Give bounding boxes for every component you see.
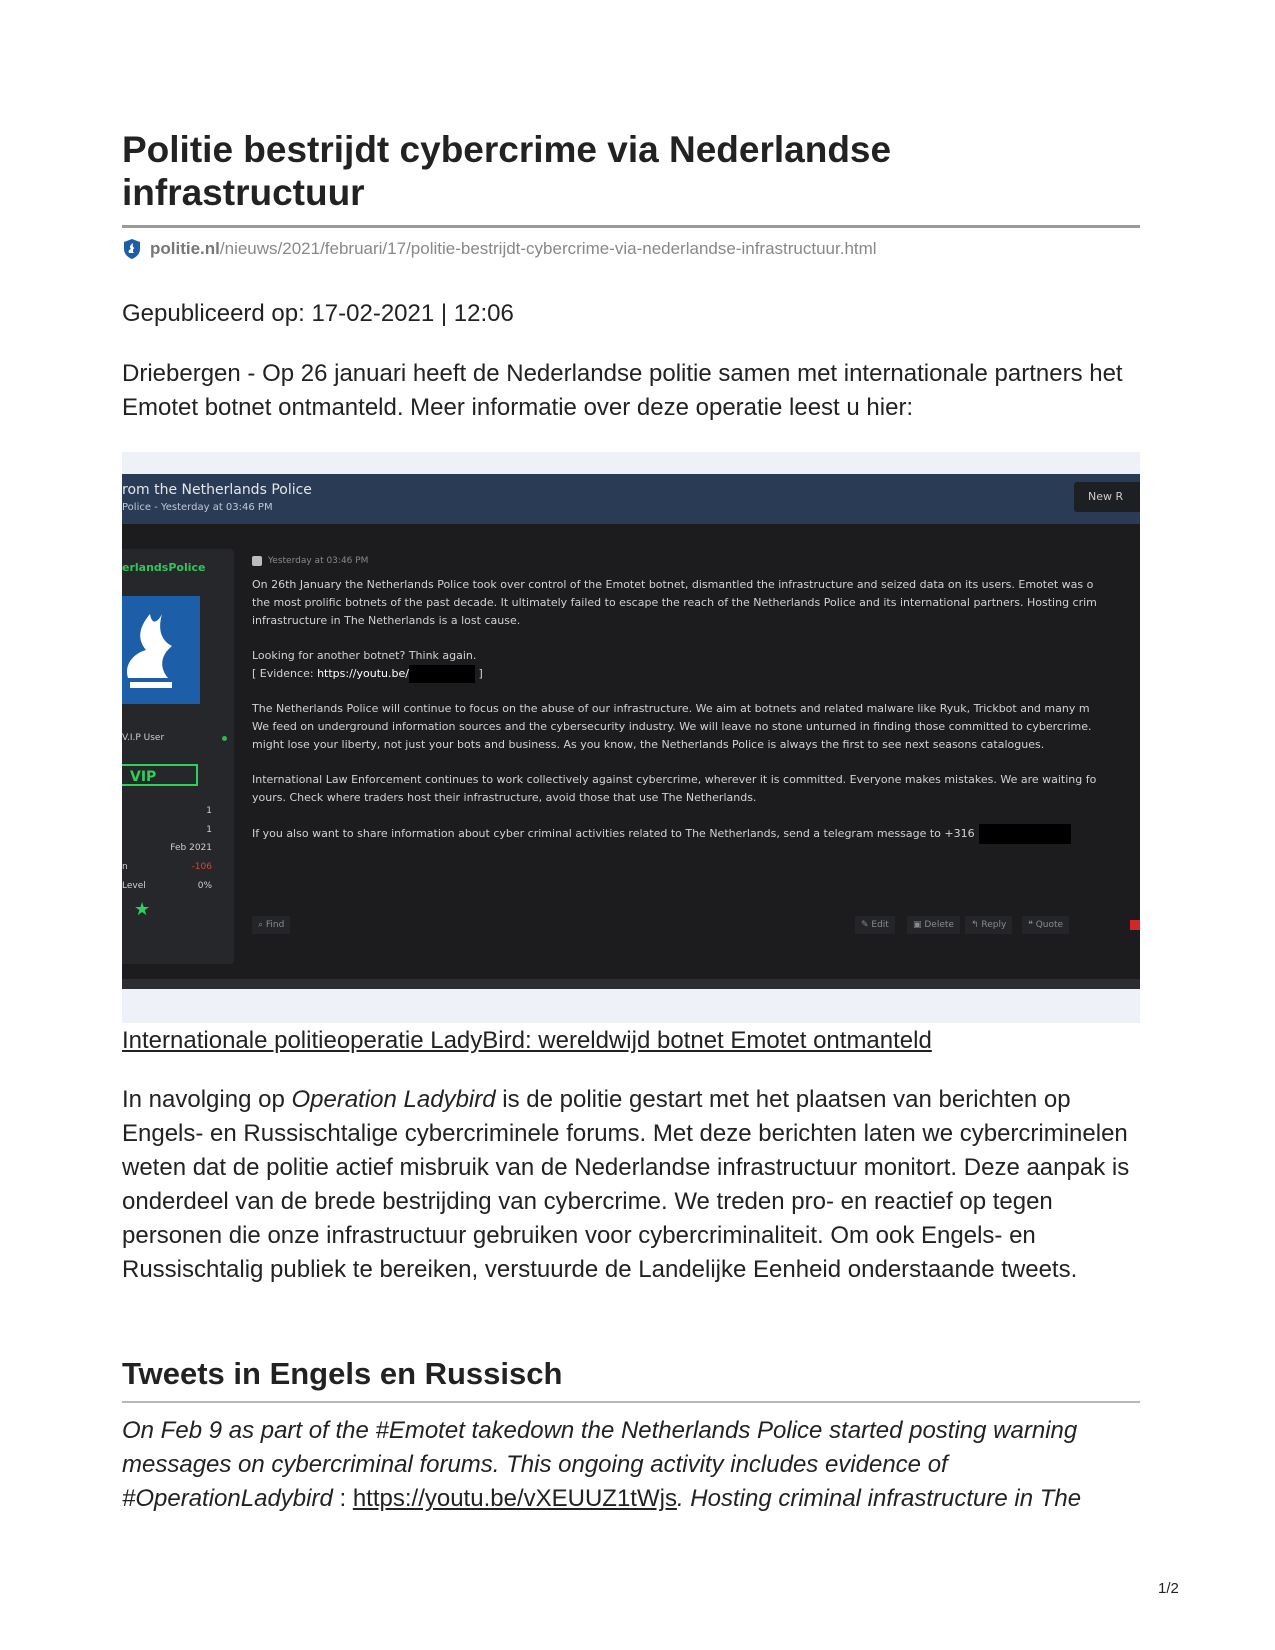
quote-button: ❝ Quote <box>1022 916 1069 934</box>
post-line: infrastructure in The Netherlands is a lost cause. <box>252 614 521 627</box>
stat-label: n <box>122 862 128 872</box>
post-line: ] <box>478 667 483 680</box>
delete-label: Delete <box>924 920 954 930</box>
reply-button: ↰ Reply <box>965 916 1012 934</box>
vip-badge: VIP <box>122 764 198 786</box>
forum-screenshot <box>122 452 1140 1023</box>
post-body <box>252 552 1140 861</box>
tweet-text: . Hosting criminal infrastructure in The <box>676 1485 1082 1512</box>
body-text: In navolging op <box>122 1086 292 1113</box>
quote-label: Quote <box>1035 920 1064 930</box>
shield-icon <box>252 556 262 566</box>
post-meta <box>252 552 1140 570</box>
body-text: is de politie gestart met het plaatsen van berichten op Engels- en Russischtalige cybercriminele forums. Met deze berichten laten we cybercriminelen weten dat de politie actief misbruik van de Nederlandse infrastructuur monitort. Deze aanpak is onderdeel van de brede bestrijding van cybercrime. We treden pro- en reactief op tegen personen die onze infrastructuur gebruiken voor cybercriminaliteit. Om ook Engels- en Russischtalig publiek te bereiken, verstuurde de Landelijke Eenheid onderstaande tweets. <box>122 1086 1130 1283</box>
post-line: [ Evidence: <box>252 667 314 680</box>
delete-button: ▣ Delete <box>907 916 960 934</box>
post-line: We feed on underground information sources and the cybersecurity industry. We will leave no stone unturned in finding those committed to cybercrime. <box>252 720 1092 733</box>
source-url[interactable] <box>122 238 877 260</box>
online-status-dot <box>222 736 227 741</box>
post-line: might lose your liberty, not just your bots and business. As you know, the Netherlands Police is always the first to see next seasons catalogues. <box>252 738 1045 751</box>
post-line: the most prolific botnets of the past decade. It ultimately failed to escape the reach of the Netherlands Police and its international partners. Hosting crim <box>252 596 1097 609</box>
evidence-link: https://youtu.be/ <box>317 667 409 680</box>
post-paragraph <box>252 771 1140 807</box>
stat-value: -106 <box>191 862 212 872</box>
article-title: Politie bestrijdt cybercrime via Nederlandse infrastructuur <box>122 129 892 213</box>
post-paragraph <box>252 576 1140 630</box>
avatar <box>122 596 200 704</box>
tweets-heading: Tweets in Engels en Russisch <box>122 1356 563 1391</box>
screenshot-footer <box>122 979 1140 989</box>
redaction-bar <box>979 824 1071 844</box>
publish-date: Gepubliceerd op: 17-02-2021 | 12:06 <box>122 300 514 327</box>
source-host: politie.nl <box>150 239 220 258</box>
stat-label: Level <box>122 881 146 891</box>
report-flag-icon <box>1130 920 1140 930</box>
reply-label: Reply <box>981 920 1007 930</box>
forum-post-image <box>122 474 1140 989</box>
user-sidebar <box>122 549 234 964</box>
post-line: On 26th January the Netherlands Police took over control of the Emotet botnet, dismantled the infrastructure and seized data on its users. Emotet was o <box>252 578 1094 591</box>
stat-value: Feb 2021 <box>170 843 212 853</box>
thread-meta: Police - Yesterday at 03:46 PM <box>122 502 273 513</box>
tweet-separator: : <box>332 1485 353 1512</box>
post-time: Yesterday at 03:46 PM <box>268 556 369 566</box>
youtube-link[interactable]: https://youtu.be/vXEUUZ1tWjs <box>352 1485 677 1512</box>
post-paragraph <box>252 700 1140 754</box>
star-icon: ★ <box>134 899 151 920</box>
tweet-quote <box>122 1414 1140 1516</box>
post-line: If you also want to share information about cyber criminal activities related to The Netherlands, send a telegram message to +316 <box>252 827 975 840</box>
stat-value: 1 <box>206 825 212 835</box>
ladybird-article-link[interactable]: Internationale politieoperatie LadyBird: wereldwijd botnet Emotet ontmanteld <box>122 1027 932 1054</box>
tweet-text: On Feb 9 as part of the #Emotet takedown the Netherlands Police started posting warning messages on cybercriminal forums. This ongoing activity includes evidence of #OperationLadybird <box>122 1417 1078 1512</box>
post-paragraph <box>252 824 1140 844</box>
stat-value: 1 <box>206 806 212 816</box>
operation-name: Operation Ladybird <box>291 1086 496 1113</box>
post-line: International Law Enforcement continues to work collectively against cybercrime, wherever it is committed. Everyone makes mistakes. We are waiting fo <box>252 773 1097 786</box>
thread-title: rom the Netherlands Police <box>122 482 312 498</box>
heading-divider <box>122 1401 1140 1403</box>
stat-value: 0% <box>197 881 212 891</box>
find-button: ⌕ Find <box>252 916 290 934</box>
post-line: yours. Check where traders host their infrastructure, avoid those that use The Netherlands. <box>252 791 757 804</box>
police-avatar-icon <box>122 596 200 704</box>
new-reply-button: New R <box>1074 482 1140 512</box>
post-paragraph <box>252 647 1140 683</box>
post-line: The Netherlands Police will continue to focus on the abuse of our infrastructure. We aim at botnets and related malware like Ryuk, Trickbot and many m <box>252 702 1090 715</box>
thread-header <box>122 474 1140 524</box>
forum-username: erlandsPolice <box>122 561 206 574</box>
intro-paragraph: Driebergen - Op 26 januari heeft de Nederlandse politie samen met internationale partners het Emotet botnet ontmanteld. Meer informatie over deze operatie leest u hier: <box>122 360 1123 421</box>
post-line: Looking for another botnet? Think again. <box>252 649 477 662</box>
user-role: V.I.P User <box>122 733 165 743</box>
title-divider <box>122 225 1140 228</box>
page-number: 1/2 <box>1158 1580 1179 1597</box>
edit-button: ✎ Edit <box>855 916 895 934</box>
source-path: /nieuws/2021/februari/17/politie-bestrijdt-cybercrime-via-nederlandse-infrastructuur.html <box>219 239 877 258</box>
body-paragraph <box>122 1083 1140 1287</box>
find-label: Find <box>265 920 285 930</box>
edit-label: Edit <box>871 920 889 930</box>
police-logo-icon <box>122 238 142 260</box>
redaction-bar <box>409 665 475 683</box>
post-actions <box>252 916 1140 940</box>
